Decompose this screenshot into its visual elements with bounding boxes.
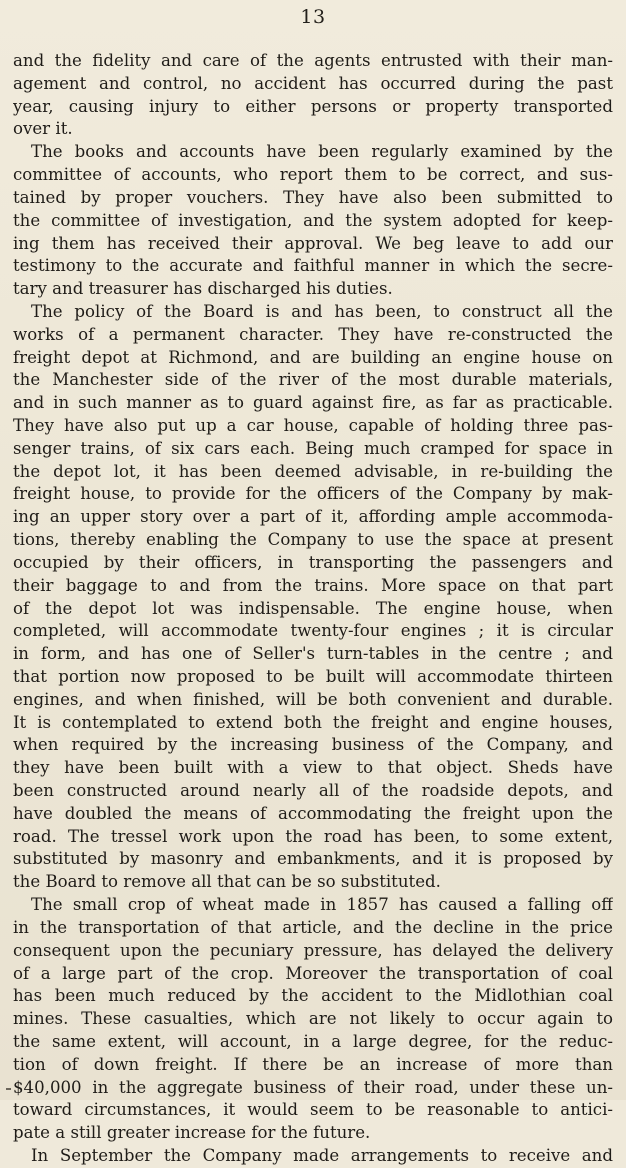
text-line: the depot lot, it has been deemed advisable, in re-building the bbox=[13, 461, 613, 481]
text-line: when required by the increasing business of the Company, and bbox=[13, 735, 613, 755]
body-text bbox=[13, 50, 613, 1168]
text-line: substituted by masonry and embankments, and it is proposed by bbox=[13, 849, 613, 869]
text-line: the Manchester side of the river of the most durable materials, bbox=[13, 370, 613, 390]
text-line: road. The tressel work upon the road has been, to some extent, bbox=[13, 826, 613, 846]
text-line: their baggage to and from the trains. More space on that part bbox=[13, 575, 613, 595]
text-line: consequent upon the pecuniary pressure, has delayed the delivery bbox=[13, 940, 613, 960]
text-line: senger trains, of six cars each. Being much cramped for space in bbox=[13, 438, 613, 458]
text-line: committee of accounts, who report them to be correct, and sus- bbox=[13, 165, 613, 185]
text-line: $40,000 in the aggregate business of their road, under these un- bbox=[13, 1077, 613, 1097]
text-line: the Board to remove all that can be so substituted. bbox=[13, 872, 441, 892]
text-line: freight depot at Richmond, and are building an engine house on bbox=[13, 347, 613, 367]
text-line: over it. bbox=[13, 119, 73, 139]
text-line: occupied by their officers, in transporting the passengers and bbox=[13, 552, 613, 572]
text-line: and the fidelity and care of the agents entrusted with their man- bbox=[13, 51, 613, 70]
text-line: been constructed around nearly all of the roadside depots, and bbox=[13, 781, 613, 800]
text-line: mines. These casualties, which are not likely to occur again to bbox=[13, 1009, 613, 1029]
text-line: ing them has received their approval. We beg leave to add our bbox=[13, 233, 613, 253]
text-line: year, causing injury to either persons or property transported bbox=[13, 96, 613, 116]
text-line: the committee of investigation, and the system adopted for keep- bbox=[13, 210, 613, 230]
text-line: The books and accounts have been regularly examined by the bbox=[31, 142, 613, 162]
text-line: toward circumstances, it would seem to be reasonable to antici- bbox=[13, 1100, 613, 1120]
text-line: testimony to the accurate and faithful manner in which the secre- bbox=[13, 256, 613, 276]
text-line: freight house, to provide for the officers of the Company by mak- bbox=[13, 484, 613, 504]
text-line: tary and treasurer has discharged his duties. bbox=[13, 279, 393, 299]
text-line: has been much reduced by the accident to the Midlothian coal bbox=[13, 986, 613, 1006]
text-line: The small crop of wheat made in 1857 has caused a falling off bbox=[31, 895, 613, 915]
text-line: of the depot lot was indispensable. The engine house, when bbox=[13, 598, 613, 618]
text-line: and in such manner as to guard against fire, as far as practicable. bbox=[13, 393, 613, 413]
margin-mark bbox=[6, 1088, 11, 1090]
text-line: tions, thereby enabling the Company to use the space at present bbox=[13, 530, 613, 550]
text-line: ing an upper story over a part of it, affording ample accommoda- bbox=[13, 507, 613, 527]
text-line: of a large part of the crop. Moreover the transportation of coal bbox=[13, 963, 613, 983]
text-line: have doubled the means of accommodating the freight upon the bbox=[13, 803, 613, 823]
text-line: they have been built with a view to that object. Sheds have bbox=[13, 758, 613, 778]
text-line: that portion now proposed to be built will accommodate thirteen bbox=[13, 666, 613, 686]
text-line: In September the Company made arrangements to receive and bbox=[31, 1146, 613, 1165]
text-line: tained by proper vouchers. They have also been submitted to bbox=[13, 187, 613, 207]
page-number: 13 bbox=[300, 6, 326, 28]
text-line: completed, will accommodate twenty-four engines ; it is circular bbox=[13, 621, 613, 641]
text-line: in the transportation of that article, and the decline in the price bbox=[13, 917, 613, 937]
text-line: It is contemplated to extend both the freight and engine houses, bbox=[13, 712, 613, 732]
text-line: pate a still greater increase for the future. bbox=[13, 1123, 371, 1143]
text-line: in form, and has one of Seller's turn-tables in the centre ; and bbox=[13, 644, 613, 664]
text-line: The policy of the Board is and has been, to construct all the bbox=[31, 301, 613, 321]
text-line: works of a permanent character. They have re-constructed the bbox=[13, 324, 613, 344]
text-line: They have also put up a car house, capable of holding three pas- bbox=[13, 416, 613, 435]
text-line: the same extent, will account, in a large degree, for the reduc- bbox=[13, 1031, 613, 1051]
text-line: engines, and when finished, will be both convenient and durable. bbox=[13, 689, 613, 709]
text-line: tion of down freight. If there be an increase of more than bbox=[13, 1054, 613, 1074]
text-line: agement and control, no accident has occurred during the past bbox=[13, 73, 613, 93]
